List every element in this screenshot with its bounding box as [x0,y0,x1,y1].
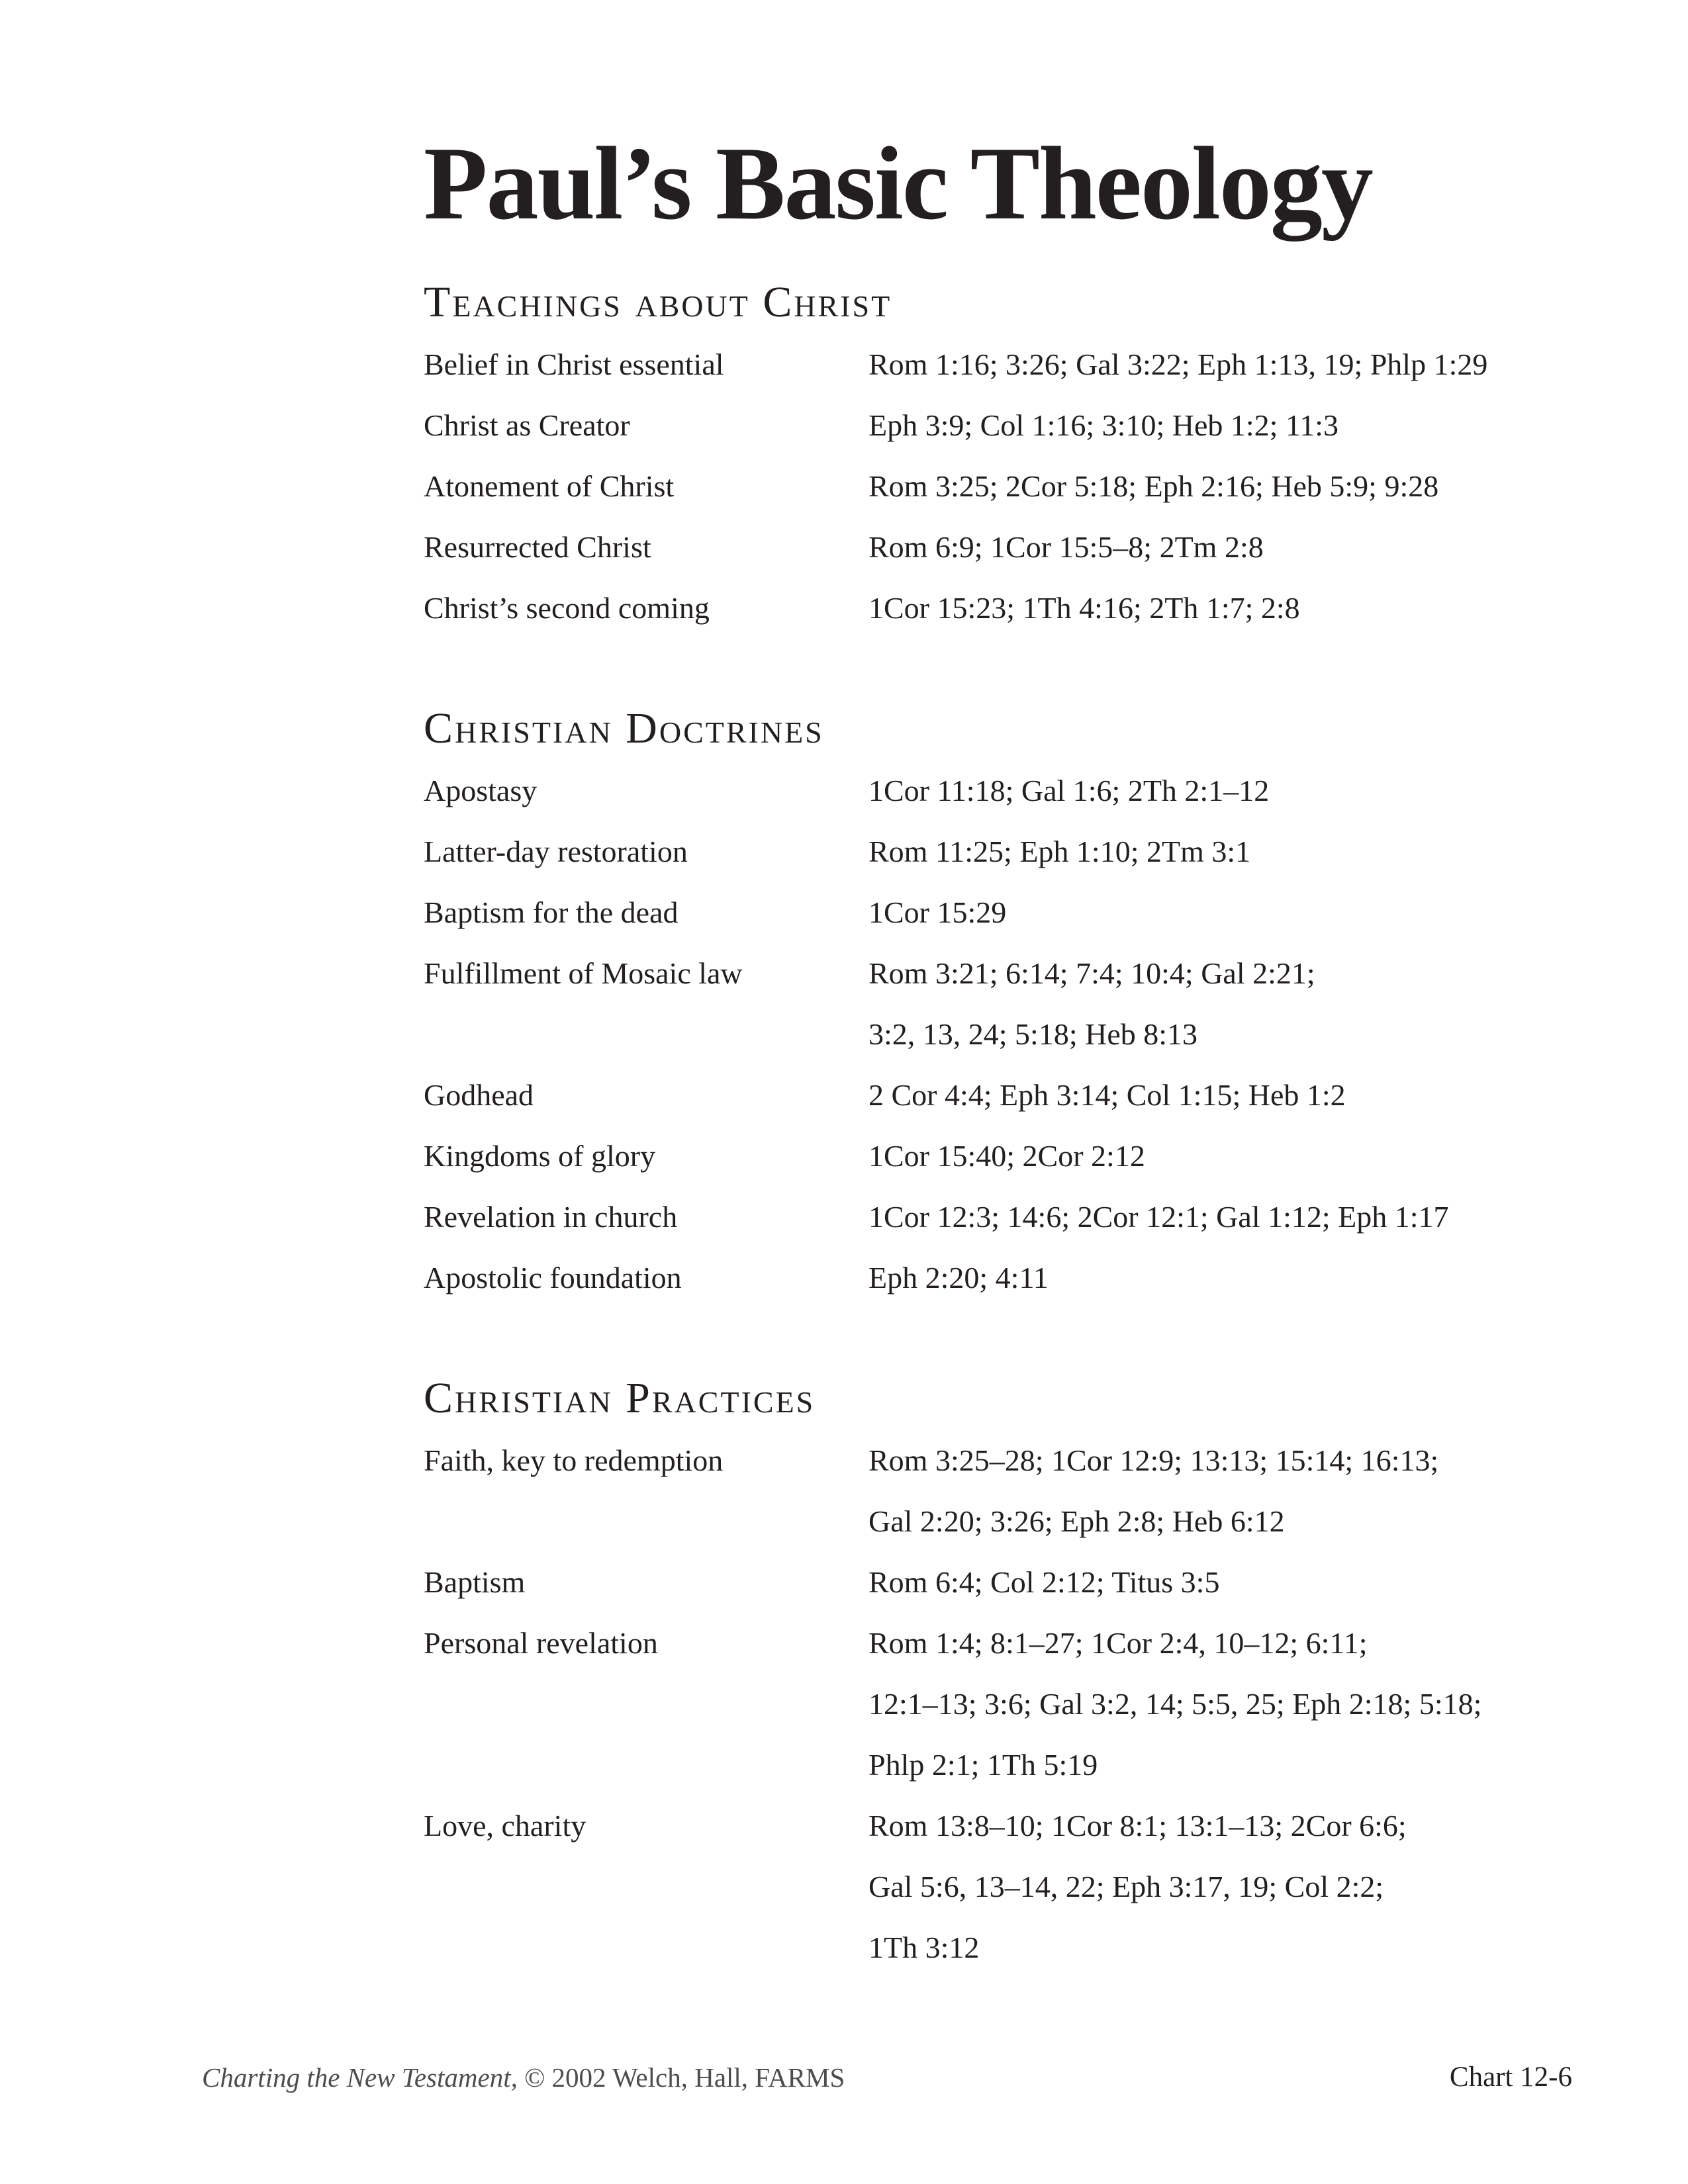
scripture-refs [868,1613,1582,1796]
table-row [424,882,1582,943]
scripture-refs [868,517,1582,578]
ref-line: 1Cor 15:23; 1Th 4:16; 2Th 1:7; 2:8 [868,590,1300,625]
table-row [424,1796,1582,1978]
section-christian-practices [424,1367,1582,1978]
topic-label: Personal revelation [424,1625,658,1660]
ref-line: 1Cor 11:18; Gal 1:6; 2Th 2:1–12 [868,773,1270,807]
ref-line: Eph 3:9; Col 1:16; 3:10; Heb 1:2; 11:3 [868,408,1339,442]
table-row [424,1065,1582,1126]
scripture-refs [868,821,1582,882]
topic-label: Kingdoms of glory [424,1138,656,1173]
ref-line: Rom 11:25; Eph 1:10; 2Tm 3:1 [868,834,1251,868]
topic-label: Godhead [424,1077,534,1112]
topic-label: Latter-day restoration [424,834,688,868]
scripture-refs [868,1187,1582,1248]
topic-label: Resurrected Christ [424,529,651,564]
scripture-refs [868,1248,1582,1308]
section-christian-doctrines [424,697,1582,1308]
table-row [424,821,1582,882]
table-row [424,578,1582,639]
section-heading: Teachings about Christ [424,277,892,326]
ref-line: Rom 3:25; 2Cor 5:18; Eph 2:16; Heb 5:9; 9:28 [868,469,1439,503]
topic-label: Revelation in church [424,1199,678,1234]
scripture-refs [868,456,1582,517]
ref-line: Phlp 2:1; 1Th 5:19 [868,1747,1098,1782]
footer-credit [202,2064,845,2091]
table-row [424,1552,1582,1613]
table-row [424,1613,1582,1796]
ref-line: 1Cor 15:40; 2Cor 2:12 [868,1138,1145,1173]
table-row [424,760,1582,821]
topic-label: Christ’s second coming [424,590,710,625]
ref-line: Eph 2:20; 4:11 [868,1260,1049,1295]
ref-line: 1Cor 15:29 [868,895,1007,929]
topic-label: Baptism [424,1565,526,1599]
topic-label: Baptism for the dead [424,895,679,929]
section-rows [424,1430,1582,1978]
table-row [424,1430,1582,1552]
ref-line: Rom 1:4; 8:1–27; 1Cor 2:4, 10–12; 6:11; [868,1625,1368,1660]
table-row [424,517,1582,578]
topic-label: Christ as Creator [424,408,630,442]
ref-line: 1Cor 12:3; 14:6; 2Cor 12:1; Gal 1:12; Eph 1:17 [868,1199,1449,1234]
ref-line: 2 Cor 4:4; Eph 3:14; Col 1:15; Heb 1:2 [868,1077,1346,1112]
ref-line: Rom 13:8–10; 1Cor 8:1; 13:1–13; 2Cor 6:6; [868,1808,1407,1843]
scripture-refs [868,1552,1582,1613]
table-row [424,1126,1582,1187]
section-heading: Christian Doctrines [424,704,824,752]
topic-label: Faith, key to redemption [424,1443,724,1477]
section-heading: Christian Practices [424,1373,816,1422]
topic-label: Love, charity [424,1808,586,1843]
scripture-refs [868,334,1582,395]
topic-label: Apostolic foundation [424,1260,682,1295]
table-row [424,943,1582,1065]
table-row [424,1187,1582,1248]
scripture-refs [868,1126,1582,1187]
ref-line: Rom 3:25–28; 1Cor 12:9; 13:13; 15:14; 16:13; [868,1443,1439,1477]
chart-number: Chart 12-6 [1449,2062,1572,2093]
section-rows [424,334,1582,639]
scripture-refs [868,1065,1582,1126]
ref-line: 12:1–13; 3:6; Gal 3:2, 14; 5:5, 25; Eph 2:18; 5:18; [868,1686,1482,1721]
scripture-refs [868,760,1582,821]
topic-label: Fulfillment of Mosaic law [424,956,743,990]
scripture-refs [868,1430,1582,1552]
table-row [424,456,1582,517]
section-teachings-about-christ [424,271,1582,639]
topic-label: Atonement of Christ [424,469,675,503]
page-title: Paul’s Basic Theology [424,126,1372,242]
ref-line: Rom 1:16; 3:26; Gal 3:22; Eph 1:13, 19; Phlp 1:29 [868,347,1488,381]
ref-line: 1Th 3:12 [868,1930,980,1964]
ref-line: Gal 5:6, 13–14, 22; Eph 3:17, 19; Col 2:2; [868,1869,1384,1903]
ref-line: Rom 6:4; Col 2:12; Titus 3:5 [868,1565,1220,1599]
scripture-refs [868,395,1582,456]
section-rows [424,760,1582,1308]
scripture-refs [868,1796,1582,1978]
table-row [424,1248,1582,1308]
ref-line: 3:2, 13, 24; 5:18; Heb 8:13 [868,1017,1198,1051]
footer-credit-text: © 2002 Welch, Hall, FARMS [524,2062,845,2093]
table-row [424,395,1582,456]
table-row [424,334,1582,395]
footer-book-title: Charting the New Testament, [202,2062,518,2093]
ref-line: Gal 2:20; 3:26; Eph 2:8; Heb 6:12 [868,1504,1285,1538]
ref-line: Rom 3:21; 6:14; 7:4; 10:4; Gal 2:21; [868,956,1315,990]
topic-label: Belief in Christ essential [424,347,724,381]
topic-label: Apostasy [424,773,538,807]
scripture-refs [868,943,1582,1065]
ref-line: Rom 6:9; 1Cor 15:5–8; 2Tm 2:8 [868,529,1264,564]
scripture-refs [868,578,1582,639]
scripture-refs [868,882,1582,943]
